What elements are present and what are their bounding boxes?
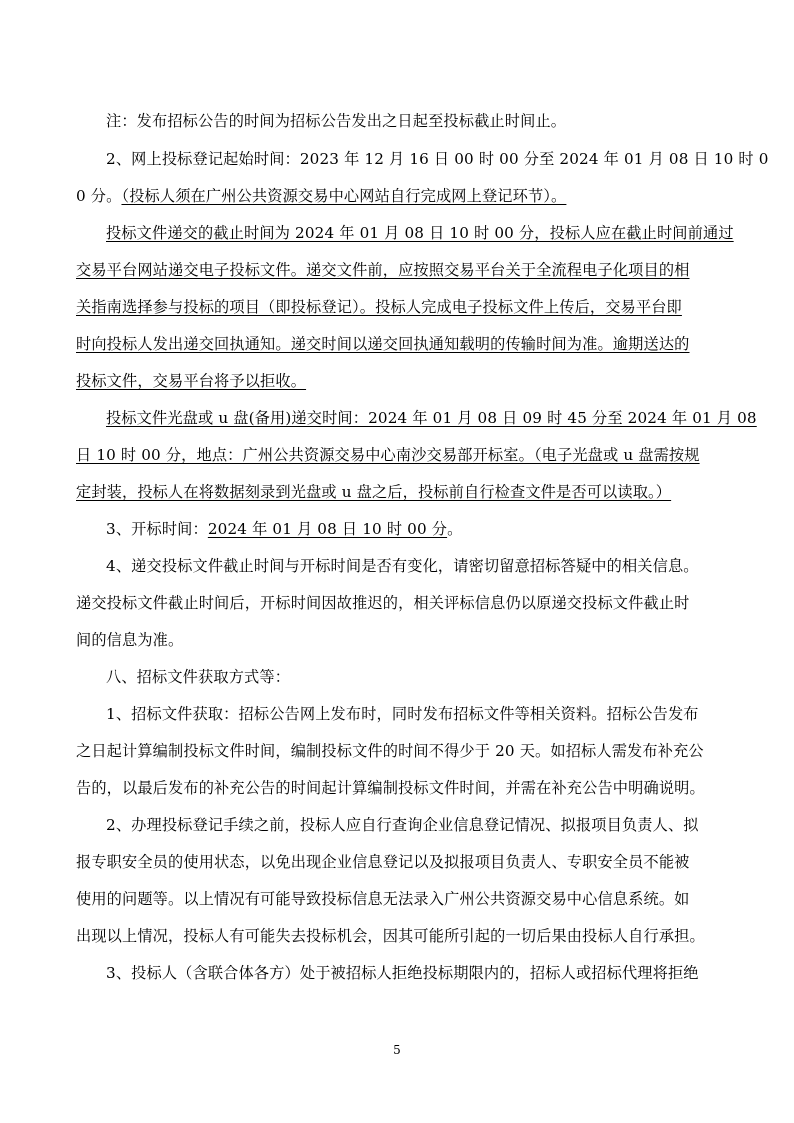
text-line [76, 186, 718, 206]
section-heading: 八、招标文件获取方式等： [106, 668, 291, 686]
text-line: 4、递交投标文件截止时间与开标时间是否有变化，请密切留意招标答疑中的相关信息。 [106, 557, 699, 575]
underlined-line: 交易平台网站递交电子投标文件。递交文件前，应按照交易平台关于全流程电子化项目的相 [76, 261, 690, 279]
text-line: 之日起计算编制投标文件时间，编制投标文件的时间不得少于 20 天。如招标人需发布补充公 [76, 742, 704, 760]
underlined-line: 日 10 时 00 分，地点：广州公共资源交易中心南沙交易部开标室。（电子光盘或 u 盘需按规 [76, 446, 700, 464]
underlined-line: 投标文件光盘或 u 盘(备用)递交时间：2024 年 01 月 08 日 09 时 45 分至 2024 年 01 月 08 [106, 409, 757, 427]
text-line: 2、办理投标登记手续之前，投标人应自行查询企业信息登记情况、拟报项目负责人、拟 [106, 816, 699, 834]
text-line: 告的，以最后发布的补充公告的时间起计算编制投标文件时间，并需在补充公告中明确说明。 [76, 779, 705, 797]
underlined-text: （投标人须在广州公共资源交易中心网站自行完成网上登记环节）。 [121, 187, 567, 205]
text-line: 出现以上情况，投标人有可能失去投标机会，因其可能所引起的一切后果由投标人自行承担。 [76, 927, 705, 945]
text-line: 2、网上投标登记起始时间：2023 年 12 月 16 日 00 时 00 分至 2024 年 01 月 08 日 10 时 0 [106, 150, 769, 168]
text-line: 间的信息为准。 [76, 631, 184, 649]
underlined-line: 投标文件递交的截止时间为 2024 年 01 月 08 日 10 时 00 分，投标人应在截止时间前通过 [106, 224, 734, 242]
text-line: 3、投标人（含联合体各方）处于被招标人拒绝投标期限内的，招标人或招标代理将拒绝 [106, 964, 699, 982]
text-line: 报专职安全员的使用状态，以免出现企业信息登记以及拟报项目负责人、专职安全员不能被 [76, 853, 690, 871]
underlined-line: 定封装，投标人在将数据刻录到光盘或 u 盘之后，投标前自行检查文件是否可以读取。） [76, 483, 672, 501]
text-line [106, 519, 718, 539]
text-line: 1、招标文件获取：招标公告网上发布时，同时发布招标文件等相关资料。招标公告发布 [106, 705, 699, 723]
text-line: 递交投标文件截止时间后，开标时间因故推迟的，相关评标信息仍以原递交投标文件截止时 [76, 594, 690, 612]
page-number: 5 [393, 1043, 401, 1057]
underlined-line: 时向投标人发出递交回执通知。递交时间以递交回执通知载明的传输时间为准。逾期送达的 [76, 335, 690, 353]
text-span: 0 分。 [76, 187, 122, 205]
text-line: 使用的问题等。以上情况有可能导致投标信息无法录入广州公共资源交易中心信息系统。如 [76, 890, 690, 908]
underlined-text: 2024 年 01 月 08 日 10 时 00 分 [207, 520, 448, 538]
note-paragraph: 注：发布招标公告的时间为招标公告发出之日起至投标截止时间止。 [106, 112, 567, 130]
underlined-line: 投标文件，交易平台将予以拒收。 [76, 372, 307, 390]
text-span: 。 [447, 520, 463, 538]
text-span: 3、开标时间： [106, 520, 208, 538]
underlined-line: 关指南选择参与投标的项目（即投标登记）。投标人完成电子投标文件上传后，交易平台即 [76, 298, 682, 316]
